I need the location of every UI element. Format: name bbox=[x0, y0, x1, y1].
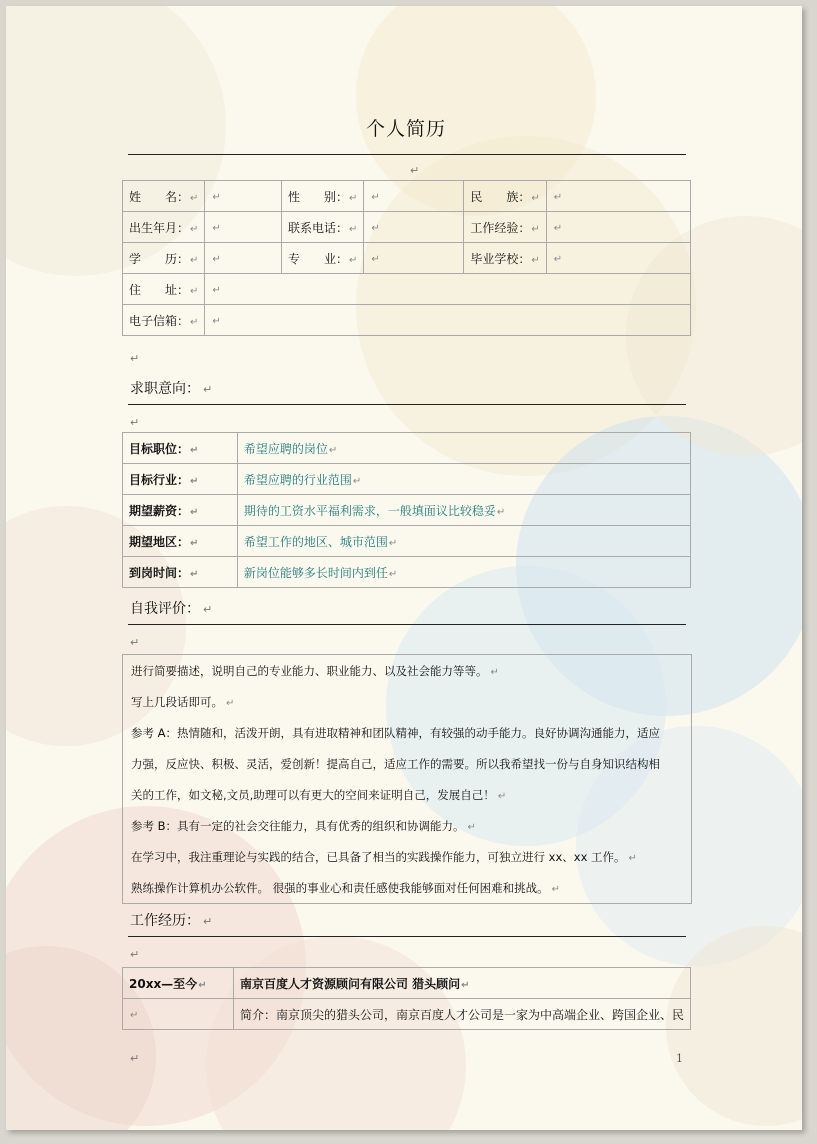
page-title: 个人简历 bbox=[365, 118, 446, 140]
email-value[interactable]: ↵ bbox=[205, 305, 691, 336]
intent-value[interactable]: 期待的工资水平福利需求，一般填面议比较稳妥↵ bbox=[237, 495, 690, 526]
field-label: 性 别： bbox=[287, 189, 348, 204]
table-row bbox=[123, 999, 691, 1030]
table-row: 出生年月：↵ ↵ 联系电话：↵ ↵ 工作经验：↵ ↵ bbox=[123, 212, 691, 243]
table-row: 住 址：↵ ↵ bbox=[123, 274, 691, 305]
paragraph-mark: ↵ bbox=[130, 416, 140, 429]
eval-line: 力强，反应快、积极、灵活，爱创新！提高自己，适应工作的需要。所以我希望找一份与自身知识结构相 bbox=[131, 757, 660, 771]
intent-label: 期望地区： bbox=[129, 534, 190, 549]
document-page bbox=[6, 6, 802, 1130]
table-row: 期望薪资：↵ 期待的工资水平福利需求，一般填面议比较稳妥↵ bbox=[123, 495, 691, 526]
table-row: 期望地区：↵ 希望工作的地区、城市范围↵ bbox=[123, 526, 691, 557]
work-exp-table bbox=[122, 967, 691, 1030]
eval-line: 参考 A：热情随和，活泼开朗，具有进取精神和团队精神，有较强的动手能力。良好协调沟通能力，适应 bbox=[131, 726, 661, 740]
intent-label: 到岗时间： bbox=[129, 565, 190, 580]
field-value[interactable]: ↵ bbox=[205, 212, 282, 243]
table-row: 目标职位：↵ 希望应聘的岗位↵ bbox=[123, 433, 691, 464]
field-label: 专 业： bbox=[287, 251, 348, 266]
paragraph-mark: ↵ bbox=[130, 636, 140, 649]
title-rule bbox=[128, 154, 686, 155]
intent-label: 目标职位： bbox=[129, 441, 190, 456]
eval-line: 参考 B：具有一定的社会交往能力，具有优秀的组织和协调能力。 ↵ bbox=[131, 819, 476, 833]
paragraph-mark: ↵ bbox=[130, 948, 140, 961]
intent-value[interactable]: 希望应聘的行业范围↵ bbox=[237, 464, 690, 495]
page-number: 1 bbox=[676, 1052, 683, 1065]
field-value[interactable]: ↵ bbox=[546, 243, 690, 274]
work-intro[interactable]: 简介：南京顶尖的猎头公司，南京百度人才公司是一家为中高端企业、跨国企业、民 bbox=[233, 999, 690, 1030]
section-heading-job-intent: 求职意向： ↵ bbox=[130, 381, 213, 397]
work-empty-cell[interactable]: ↵ bbox=[123, 999, 234, 1030]
field-value[interactable]: ↵ bbox=[364, 243, 464, 274]
field-label: 工作经验： bbox=[470, 220, 531, 235]
paragraph-mark: ↵ bbox=[130, 352, 140, 365]
work-period[interactable]: 20xx—至今↵ bbox=[123, 968, 234, 999]
self-eval-box[interactable] bbox=[122, 654, 692, 904]
basic-info-table bbox=[122, 180, 691, 336]
work-company[interactable]: 南京百度人才资源顾问有限公司 猎头顾问↵ bbox=[233, 968, 690, 999]
job-intent-table bbox=[122, 432, 691, 588]
field-label: 姓 名： bbox=[129, 189, 190, 204]
field-value[interactable]: ↵ bbox=[546, 212, 690, 243]
table-row: 目标行业：↵ 希望应聘的行业范围↵ bbox=[123, 464, 691, 495]
intent-value[interactable]: 希望工作的地区、城市范围↵ bbox=[237, 526, 690, 557]
eval-line: 关的工作，如文秘,文员,助理可以有更大的空间来证明自己，发展自己！ ↵ bbox=[131, 788, 507, 802]
field-label: 毕业学校： bbox=[470, 251, 531, 266]
table-row bbox=[123, 968, 691, 999]
field-value[interactable]: ↵ bbox=[205, 243, 282, 274]
table-row: 姓 名：↵ ↵ 性 别：↵ ↵ 民 族：↵ ↵ bbox=[123, 181, 691, 212]
field-label: 学 历： bbox=[129, 251, 190, 266]
table-row: 学 历：↵ ↵ 专 业：↵ ↵ 毕业学校：↵ ↵ bbox=[123, 243, 691, 274]
intent-label: 目标行业： bbox=[129, 472, 190, 487]
address-value[interactable]: ↵ bbox=[205, 274, 691, 305]
email-label: 电子信箱： bbox=[129, 313, 190, 328]
field-value[interactable]: ↵ bbox=[546, 181, 690, 212]
section-heading-self-eval: 自我评价： ↵ bbox=[130, 601, 213, 617]
eval-line: 进行简要描述，说明自己的专业能力、职业能力、以及社会能力等等。 ↵ bbox=[131, 664, 499, 678]
table-row: 电子信箱：↵ ↵ bbox=[123, 305, 691, 336]
intent-label: 期望薪资： bbox=[129, 503, 190, 518]
intent-value[interactable]: 希望应聘的岗位↵ bbox=[237, 433, 690, 464]
address-label: 住 址： bbox=[129, 282, 190, 297]
eval-line: 写上几段话即可。 ↵ bbox=[131, 695, 235, 709]
section-rule bbox=[128, 936, 686, 937]
field-label: 民 族： bbox=[470, 189, 531, 204]
eval-line: 熟练操作计算机办公软件。 很强的事业心和责任感使我能够面对任何困难和挑战。 ↵ bbox=[131, 881, 561, 895]
field-value[interactable]: ↵ bbox=[364, 212, 464, 243]
paragraph-mark: ↵ bbox=[410, 164, 420, 177]
intent-value[interactable]: 新岗位能够多长时间内到任↵ bbox=[237, 557, 690, 588]
section-heading-work-exp: 工作经历： ↵ bbox=[130, 913, 213, 929]
field-value[interactable]: ↵ bbox=[364, 181, 464, 212]
section-rule bbox=[128, 404, 686, 405]
table-row: 到岗时间：↵ 新岗位能够多长时间内到任↵ bbox=[123, 557, 691, 588]
field-label: 出生年月： bbox=[129, 220, 190, 235]
field-value[interactable]: ↵ bbox=[205, 181, 282, 212]
paragraph-mark: ↵ bbox=[130, 1052, 140, 1065]
field-label: 联系电话： bbox=[287, 220, 348, 235]
eval-line: 在学习中，我注重理论与实践的结合，已具备了相当的实践操作能力，可独立进行 xx、xx 工作。 ↵ bbox=[131, 850, 637, 864]
section-rule bbox=[128, 624, 686, 625]
